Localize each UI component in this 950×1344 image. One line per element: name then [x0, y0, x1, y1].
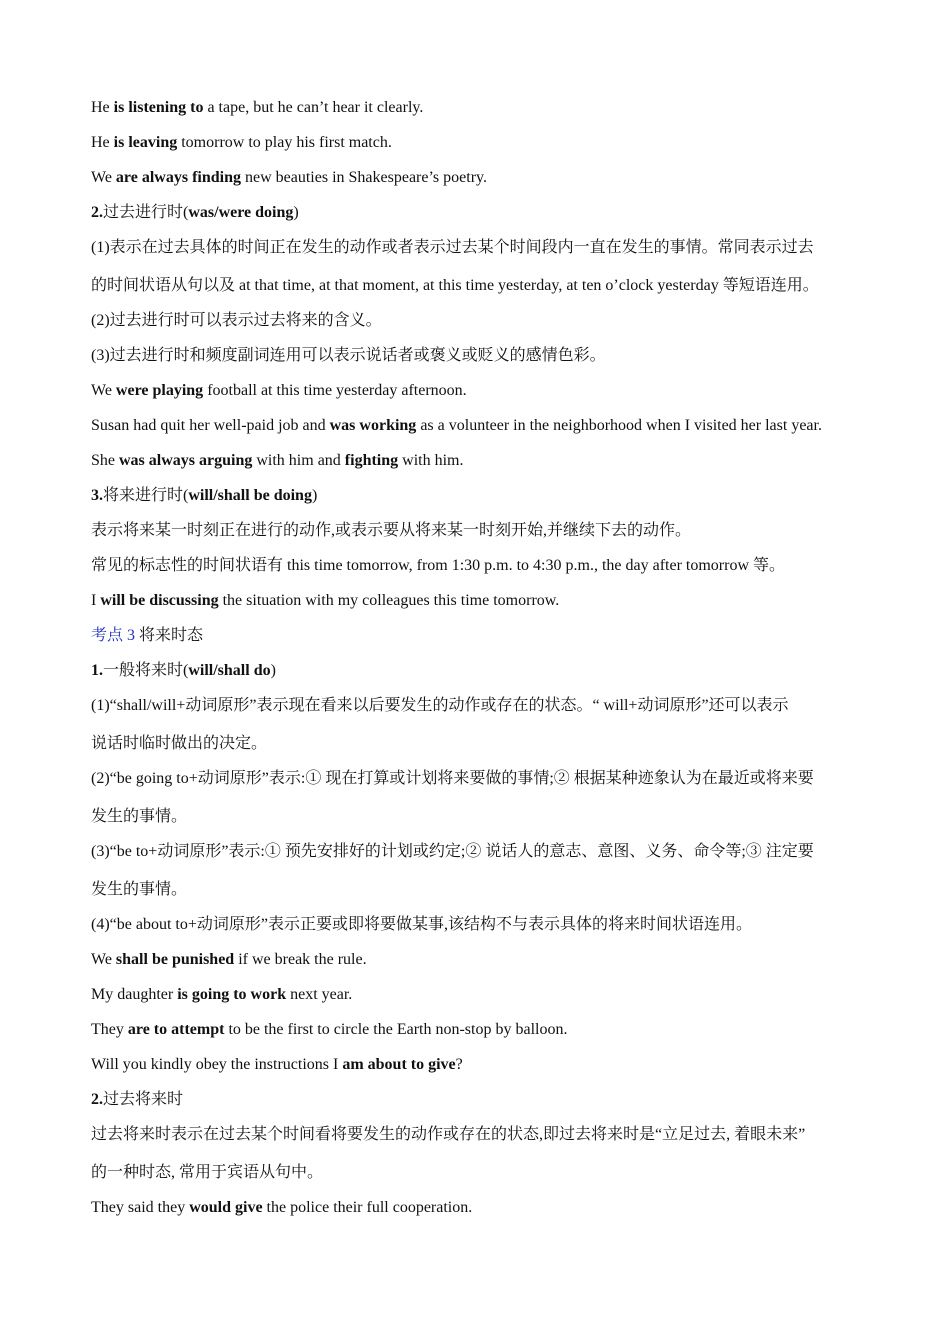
example-sentence: He is leaving tomorrow to play his first match. — [91, 134, 392, 151]
paragraph-line: 的一种时态, 常用于宾语从句中。 — [91, 1164, 324, 1181]
example-sentence: We are always finding new beauties in Shakespeare’s poetry. — [91, 169, 487, 186]
example-sentence: Susan had quit her well-paid job and was working as a volunteer in the neighborhood when I visited her last year. — [91, 417, 822, 434]
section-heading: 3.将来进行时(will/shall be doing) — [91, 487, 318, 504]
section-heading: 1.一般将来时(will/shall do) — [91, 662, 276, 679]
example-sentence: My daughter is going to work next year. — [91, 986, 353, 1003]
paragraph-line: 表示将来某一时刻正在进行的动作,或表示要从将来某一时刻开始,并继续下去的动作。 — [91, 522, 692, 539]
paragraph-line: (1)表示在过去具体的时间正在发生的动作或者表示过去某个时间段内一直在发生的事情。常同表示过去 — [91, 239, 814, 256]
example-sentence: We shall be punished if we break the rule. — [91, 951, 367, 968]
paragraph-line: (3)“be to+动词原形”表示:① 预先安排好的计划或约定;② 说话人的意志、意图、义务、命令等;③ 注定要 — [91, 843, 814, 860]
example-sentence: I will be discussing the situation with my colleagues this time tomorrow. — [91, 592, 560, 609]
topic-heading: 考点 3 将来时态 — [91, 627, 204, 644]
example-sentence: He is listening to a tape, but he can’t hear it clearly. — [91, 99, 424, 116]
paragraph-line: 说话时临时做出的决定。 — [91, 735, 268, 752]
example-sentence: Will you kindly obey the instructions I am about to give? — [91, 1056, 463, 1073]
example-sentence: We were playing football at this time yesterday afternoon. — [91, 382, 467, 399]
section-heading: 2.过去进行时(was/were doing) — [91, 204, 299, 221]
paragraph-line: (3)过去进行时和频度副词连用可以表示说话者或褒义或贬义的感情色彩。 — [91, 347, 606, 364]
paragraph-line: 发生的事情。 — [91, 881, 188, 898]
paragraph-line: 过去将来时表示在过去某个时间看将要发生的动作或存在的状态,即过去将来时是“立足过去, 着眼未来” — [91, 1126, 806, 1143]
paragraph-line: 常见的标志性的时间状语有 this time tomorrow, from 1:30 p.m. to 4:30 p.m., the day after tomorrow 等。 — [91, 557, 786, 574]
example-sentence: They are to attempt to be the first to circle the Earth non-stop by balloon. — [91, 1021, 568, 1038]
section-heading: 2.过去将来时 — [91, 1091, 184, 1108]
paragraph-line: (4)“be about to+动词原形”表示正要或即将要做某事,该结构不与表示具体的将来时间状语连用。 — [91, 916, 752, 933]
paragraph-line: (2)“be going to+动词原形”表示:① 现在打算或计划将来要做的事情;② 根据某种迹象认为在最近或将来要 — [91, 770, 814, 787]
example-sentence: They said they would give the police their full cooperation. — [91, 1199, 473, 1216]
paragraph-line: (1)“shall/will+动词原形”表示现在看来以后要发生的动作或存在的状态。“ will+动词原形”还可以表示 — [91, 697, 789, 714]
example-sentence: She was always arguing with him and fighting with him. — [91, 452, 464, 469]
paragraph-line: 发生的事情。 — [91, 808, 188, 825]
paragraph-line: 的时间状语从句以及 at that time, at that moment, at this time yesterday, at ten o’clock yesterday 等短语连用。 — [91, 277, 819, 294]
document-page — [91, 97, 861, 1219]
paragraph-line: (2)过去进行时可以表示过去将来的含义。 — [91, 312, 382, 329]
